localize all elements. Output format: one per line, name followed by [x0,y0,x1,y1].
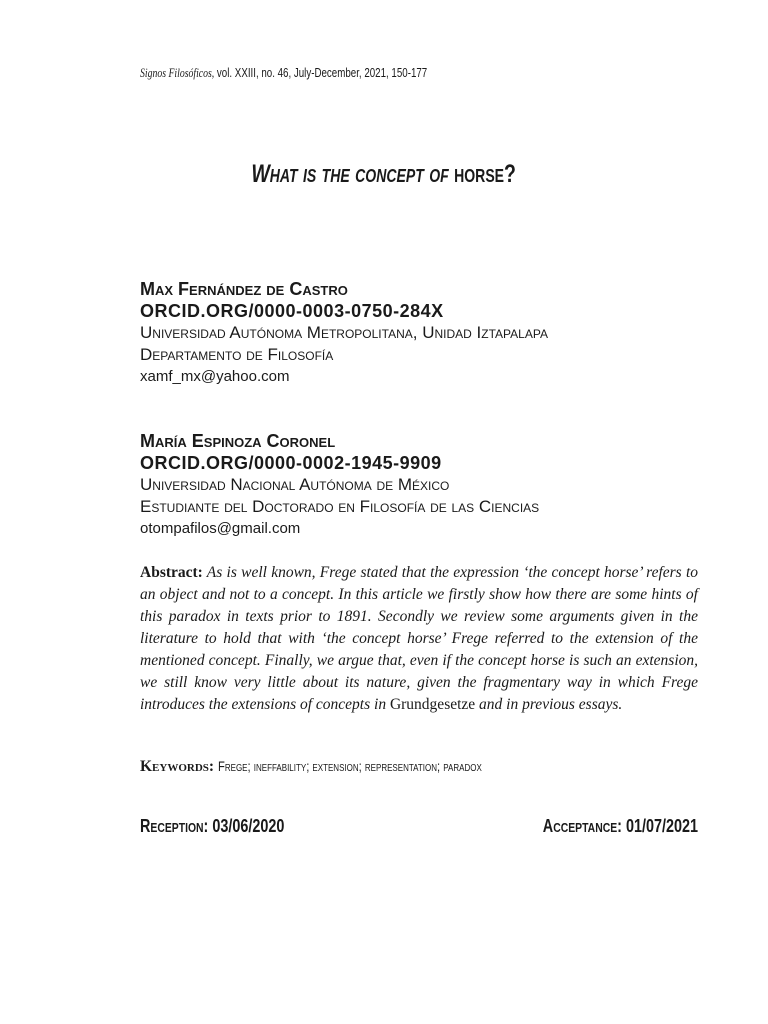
author-email: otompafilos@gmail.com [140,520,301,537]
abstract-roman-word: Grundgesetze [389,696,476,713]
article-title [0,160,768,189]
reception-date: Reception: 03/06/2020 [140,816,285,836]
abstract-text-end: and in previous essays. [475,696,623,713]
abstract-label: Abstract: [140,564,203,581]
author-department: Estudiante del Doctorado en Filosofía de las Ciencias [140,497,540,516]
keywords-label: Keywords: [140,758,215,775]
acceptance-date: Acceptance: 01/07/2021 [542,816,698,836]
article-title-upright: horse? [454,160,517,188]
keywords-values: Frege; ineffability; extension; representation; paradox [217,758,482,774]
author-orcid: ORCID.ORG/0000-0003-0750-284X [140,301,444,321]
article-title-italic: What is the concept of [251,160,455,188]
running-head [140,66,427,81]
author-email: xamf_mx@yahoo.com [140,368,290,385]
abstract-text: As is well known, Frege stated that the expression ‘the concept horse’ refers to an object and not to a concept. In this article we firstly show how there are some hints of this paradox in texts prior to 1891. Secondly we review some arguments given in the literature to hold that with ‘the concept horse’ Frege referred to the extension of the mentioned concept. Finally, we argue that, even if the concept horse is such an extension, we still know very little about its nature, given the fragmentary way in which Frege introduces the extensions of concepts in [140,564,698,713]
author-affiliation: Universidad Nacional Autónoma de México [140,475,450,494]
keywords [140,758,548,776]
abstract [140,562,698,716]
author-block-2 [140,430,539,540]
author-name: Max Fernández de Castro [140,279,348,299]
journal-name: Signos Filosóficos, [140,66,215,80]
author-block-1 [140,278,548,388]
author-name: María Espinoza Coronel [140,431,336,451]
author-affiliation: Universidad Autónoma Metropolitana, Unidad Iztapalapa [140,323,548,342]
author-orcid: ORCID.ORG/0000-0002-1945-9909 [140,453,442,473]
author-department: Departamento de Filosofía [140,345,334,364]
journal-issue-details: vol. XXIII, no. 46, July-December, 2021, 150-177 [214,66,428,80]
